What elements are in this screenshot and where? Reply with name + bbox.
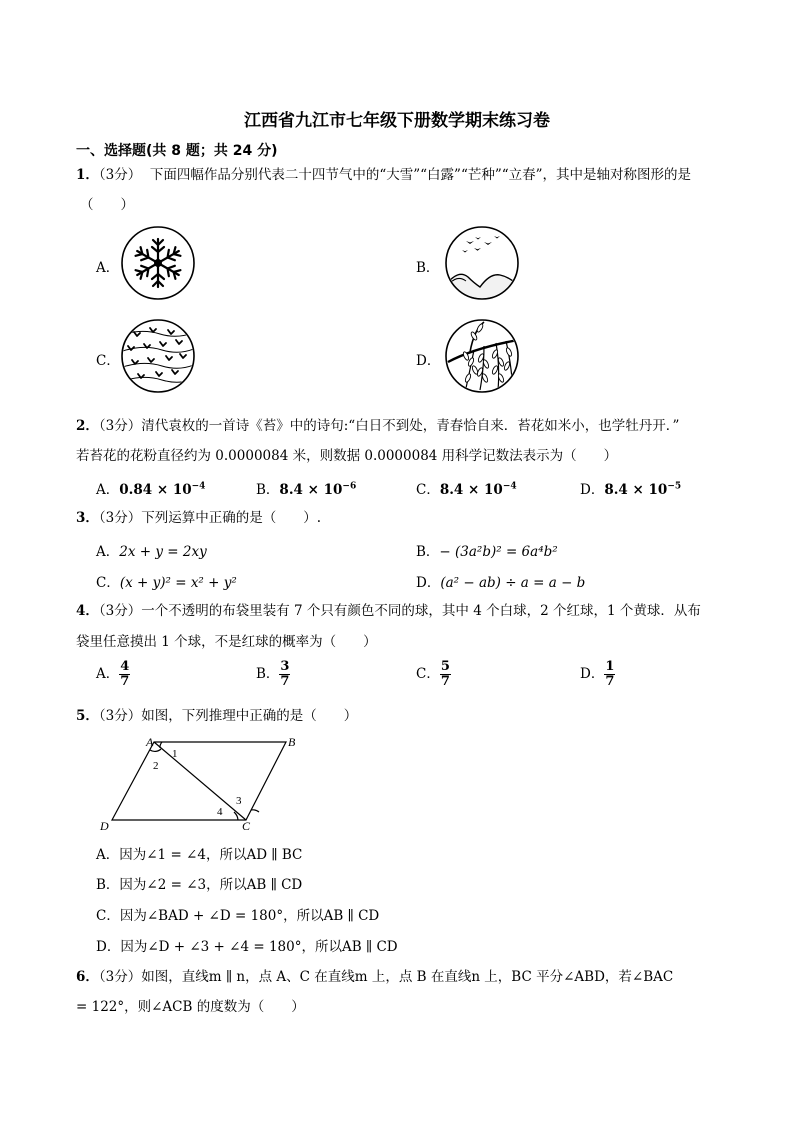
angle-label-1: 1 xyxy=(172,748,178,760)
q2-option-c: C．$8.4 \times 10^{-4}$ xyxy=(416,481,517,498)
question-number: 4． xyxy=(76,603,99,619)
angle-label-4: 4 xyxy=(217,806,223,818)
q3-option-b: B．− (3a²b)² = 6a⁴b² xyxy=(416,544,558,560)
angle-label-3: 3 xyxy=(236,795,242,807)
question-score: （3分） xyxy=(98,418,142,434)
question-score: （3分） xyxy=(98,969,142,985)
question-text: 如图，直线m ∥ n，点 A、C 在直线m 上，点 B 在直线n 上，BC 平分∠ABD，若∠BAC xyxy=(141,969,674,985)
question-1 xyxy=(76,165,691,185)
question-score: （3分） xyxy=(98,167,142,183)
question-number: 2． xyxy=(76,418,99,434)
q3-option-c: C．(x + y)² = x² + y² xyxy=(96,575,237,591)
question-text: 一个不透明的布袋里装有 7 个只有颜色不同的球，其中 4 个白球，2 个红球，1 个黄球．从布 xyxy=(141,603,701,619)
willow-image xyxy=(444,318,520,394)
q5-option-d: D．因为∠D + ∠3 + ∠4 = 180°，所以AB ∥ CD xyxy=(96,939,398,955)
q4-option-d: D． $\frac{1}{7}$ xyxy=(580,659,615,689)
question-2 xyxy=(76,416,679,436)
question-6 xyxy=(76,967,673,987)
question-score: （3分） xyxy=(98,603,142,619)
section-heading: 一、选择题(共 8 题；共 24 分) xyxy=(76,143,278,159)
q4-option-a: A． $\frac{4}{7}$ xyxy=(96,659,130,689)
option-label-b: B． xyxy=(416,260,440,276)
q2-option-b: B．$8.4 \times 10^{-6}$ xyxy=(256,481,357,498)
question-5 xyxy=(76,706,357,726)
q4-option-b: B． $\frac{3}{7}$ xyxy=(256,659,290,689)
question-text: 如图，下列推理中正确的是（ ） xyxy=(141,708,358,724)
q2-option-d: D．$8.4 \times 10^{-5}$ xyxy=(580,481,682,498)
vertex-label-d: D xyxy=(100,819,109,832)
rice-field-image xyxy=(120,318,196,394)
birds-mountain-image xyxy=(444,225,520,301)
question-1-paren: （ ） xyxy=(80,197,134,213)
question-text: 下面四幅作品分别代表二十四节气中的“大雪”“白露”“芒种”“立春”，其中是轴对称图形的是 xyxy=(149,167,692,183)
q3-option-a: A．2x + y = 2xy xyxy=(96,544,207,560)
vertex-label-b: B xyxy=(288,735,296,749)
question-4 xyxy=(76,601,701,621)
question-score: （3分） xyxy=(98,510,142,526)
question-number: 3． xyxy=(76,510,99,526)
question-number: 1． xyxy=(76,167,99,183)
parallelogram-figure xyxy=(96,732,306,832)
snowflake-image xyxy=(120,225,196,301)
q3-option-d: D．(a² − ab) ÷ a = a − b xyxy=(416,575,586,591)
option-label-c: C． xyxy=(96,353,120,369)
question-text: 下列运算中正确的是（ ）. xyxy=(141,510,322,526)
question-text: 清代袁枚的一首诗《苔》中的诗句:“白日不到处，青春恰自来．苔花如米小，也学牡丹开．” xyxy=(141,418,680,434)
q2-option-a: A．$0.84 \times 10^{-4}$ xyxy=(96,481,206,498)
question-score: （3分） xyxy=(98,708,142,724)
vertex-label-a: A xyxy=(146,735,154,749)
question-4-line2: 袋里任意摸出 1 个球，不是红球的概率为（ ） xyxy=(76,634,377,650)
option-label-a: A． xyxy=(96,260,120,276)
question-2-line2: 若苔花的花粉直径约为 0.0000084 米，则数据 0.0000084 用科学记数法表示为（ ） xyxy=(76,448,618,464)
option-label-d: D． xyxy=(416,353,441,369)
question-6-line2: = 122°，则∠ACB 的度数为（ ） xyxy=(76,999,305,1015)
q5-option-c: C．因为∠BAD + ∠D = 180°，所以AB ∥ CD xyxy=(96,908,380,924)
question-number: 5． xyxy=(76,708,99,724)
page-title: 江西省九江市七年级下册数学期末练习卷 xyxy=(244,111,550,131)
q5-option-b: B．因为∠2 = ∠3，所以AB ∥ CD xyxy=(96,877,303,893)
question-3 xyxy=(76,508,321,528)
vertex-label-c: C xyxy=(242,819,251,832)
q4-option-c: C． $\frac{5}{7}$ xyxy=(416,659,450,689)
angle-label-2: 2 xyxy=(153,760,159,772)
q5-option-a: A．因为∠1 = ∠4，所以AD ∥ BC xyxy=(96,847,303,863)
question-number: 6． xyxy=(76,969,99,985)
